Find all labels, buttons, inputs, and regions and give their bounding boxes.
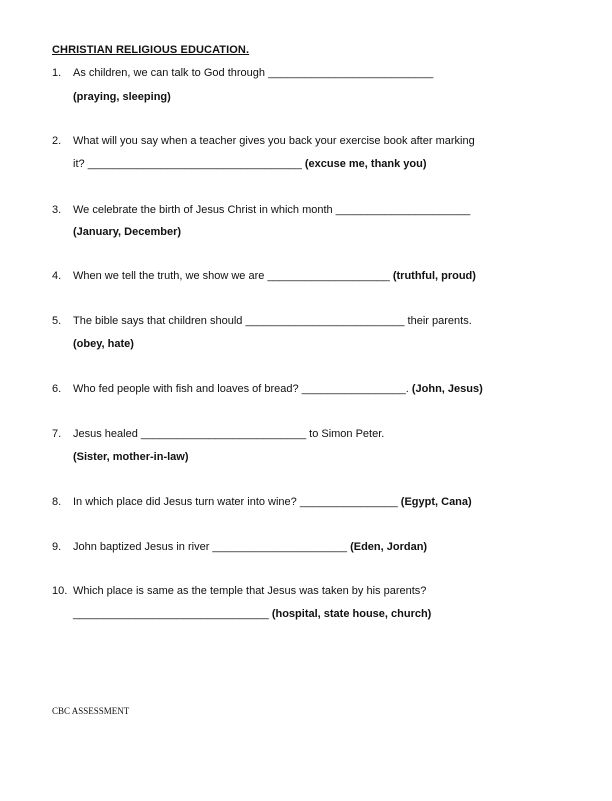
question-number: 6.	[52, 383, 62, 395]
question-9	[73, 540, 427, 554]
answer-blank[interactable]: ____________________	[267, 270, 390, 282]
question-text: When we tell the truth, we show we are	[73, 270, 268, 282]
answer-options: (January, December)	[73, 226, 182, 238]
question-text: The bible says that children should	[73, 315, 246, 327]
question-number: 3.	[52, 204, 62, 216]
answer-blank[interactable]: ___________________________	[268, 67, 434, 79]
question-5	[73, 314, 472, 328]
answer-options: (praying, sleeping)	[73, 91, 171, 103]
question-text-end: their parents.	[404, 315, 472, 327]
question-number: 1.	[52, 67, 62, 79]
question-6	[73, 382, 483, 396]
answer-options: (John, Jesus)	[411, 383, 483, 395]
answer-blank[interactable]: ______________________	[335, 204, 471, 216]
question-10-line-2	[73, 607, 431, 621]
question-text: it?	[73, 158, 88, 170]
answer-blank[interactable]: _________________	[301, 383, 406, 395]
question-text: As children, we can talk to God through	[73, 67, 269, 79]
answer-options: (Egypt, Cana)	[397, 496, 472, 508]
question-text: Which place is same as the temple that Jesus was taken by his parents?	[73, 585, 427, 597]
answer-options: (hospital, state house, church)	[268, 608, 432, 620]
question-number: 8.	[52, 496, 62, 508]
question-text-end: .	[405, 383, 412, 395]
answer-blank[interactable]: ___________________________________	[87, 158, 302, 170]
question-text: We celebrate the birth of Jesus Christ in which month	[73, 204, 336, 216]
question-text: John baptized Jesus in river	[73, 541, 213, 553]
answer-blank[interactable]: ________________________________	[73, 608, 269, 620]
footer-label: CBC ASSESSMENT	[52, 706, 130, 716]
worksheet-title: CHRISTIAN RELIGIOUS EDUCATION.	[52, 44, 250, 56]
question-4	[73, 269, 476, 283]
question-text-end: to Simon Peter.	[306, 428, 385, 440]
question-text: In which place did Jesus turn water into wine?	[73, 496, 300, 508]
question-2-line-2	[73, 157, 427, 171]
question-3	[73, 203, 470, 217]
question-text: What will you say when a teacher gives you back your exercise book after marking	[73, 135, 475, 147]
question-number: 7.	[52, 428, 62, 440]
answer-options: (excuse me, thank you)	[301, 158, 427, 170]
question-text: Jesus healed	[73, 428, 141, 440]
answer-blank[interactable]: __________________________	[245, 315, 405, 327]
question-text: Who fed people with fish and loaves of bread?	[73, 383, 302, 395]
question-7	[73, 427, 384, 441]
question-8	[73, 495, 472, 509]
answer-options: (Sister, mother-in-law)	[73, 451, 189, 463]
answer-blank[interactable]: ___________________________	[140, 428, 307, 440]
answer-options: (obey, hate)	[73, 338, 134, 350]
answer-blank[interactable]: ________________	[299, 496, 398, 508]
question-number: 10.	[52, 585, 68, 597]
question-number: 9.	[52, 541, 62, 553]
answer-options: (Eden, Jordan)	[347, 541, 428, 553]
question-number: 5.	[52, 315, 62, 327]
answer-options: (truthful, proud)	[389, 270, 476, 282]
question-1	[73, 66, 433, 80]
question-number: 2.	[52, 135, 62, 147]
question-number: 4.	[52, 270, 62, 282]
answer-blank[interactable]: ______________________	[212, 541, 348, 553]
